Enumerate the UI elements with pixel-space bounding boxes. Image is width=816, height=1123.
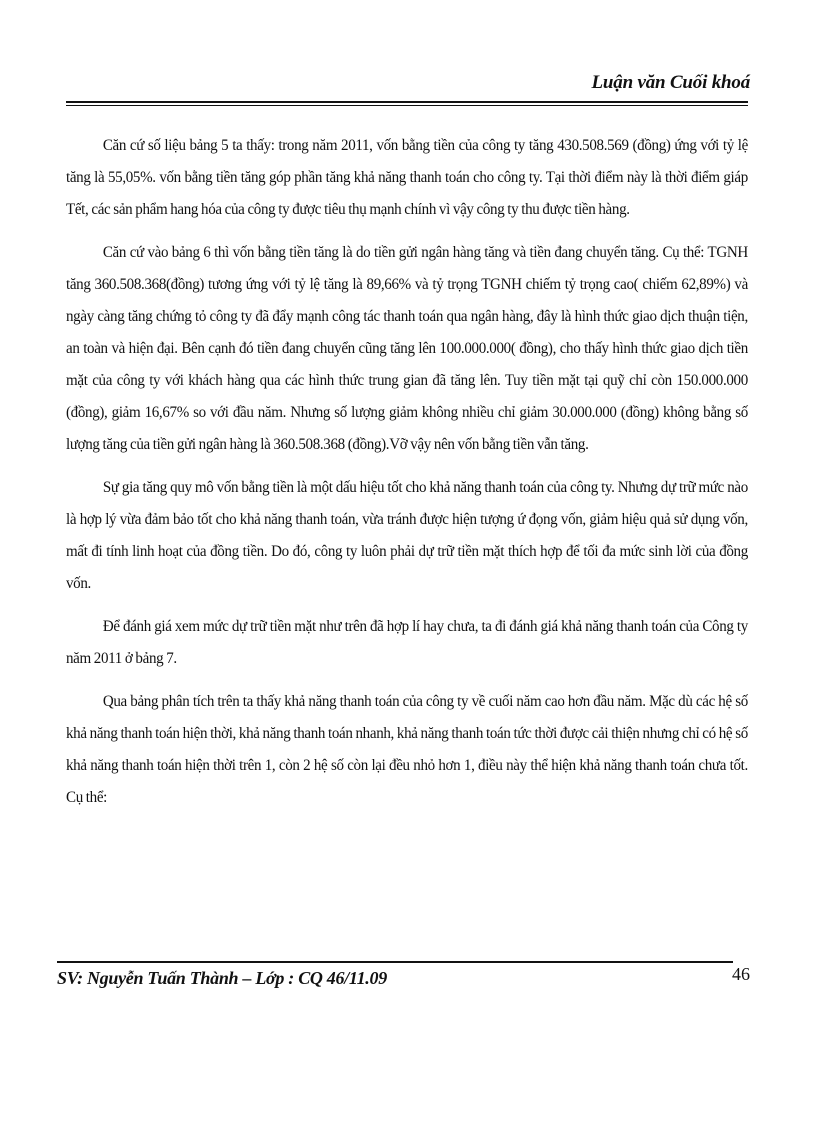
page-number: 46 bbox=[732, 964, 750, 984]
footer-author: SV: Nguyễn Tuấn Thành – Lớp : CQ 46/11.09 bbox=[57, 968, 387, 988]
paragraph: Sự gia tăng quy mô vốn bằng tiền là một dấu hiệu tốt cho khả năng thanh toán của công ty. Nhưng dự trữ mức nào là hợp lý vừa đảm bảo tốt cho khả năng thanh toán, vừa tránh được hiện tượng ứ đọng vốn, giảm hiệu quả sử dụng vốn, mất đi tính linh hoạt của đồng tiền. Do đó, công ty luôn phải dự trữ tiền mặt thích hợp để tối đa mức sinh lời của đồng vốn. bbox=[66, 479, 748, 592]
paragraph: Để đánh giá xem mức dự trữ tiền mặt như trên đã hợp lí hay chưa, ta đi đánh giá khả năng thanh toán của Công ty năm 2011 ở bảng 7. bbox=[66, 618, 748, 667]
header-rule bbox=[66, 101, 748, 106]
paragraph: Căn cứ số liệu bảng 5 ta thấy: trong năm 2011, vốn bằng tiền của công ty tăng 430.508.569 (đồng) ứng với tỷ lệ tăng là 55,05%. vốn bằng tiền tăng góp phần tăng khả năng thanh toán cho công ty. Tại thời điểm này là thời điểm giáp Tết, các sản phẩm hang hóa của công ty được tiêu thụ mạnh chính vì vậy công ty thu được tiền hàng. bbox=[66, 137, 748, 218]
body-text bbox=[66, 130, 748, 825]
footer-rule bbox=[57, 961, 733, 963]
header-title: Luận văn Cuối khoá bbox=[591, 72, 750, 93]
paragraph: Qua bảng phân tích trên ta thấy khả năng thanh toán của công ty về cuối năm cao hơn đầu năm. Mặc dù các hệ số khả năng thanh toán hiện thời, khả năng thanh toán nhanh, khả năng thanh toán tức thời được cải thiện nhưng chỉ có hệ số khả năng thanh toán hiện thời trên 1, còn 2 hệ số còn lại đều nhỏ hơn 1, điều này thể hiện khả năng thanh toán chưa tốt. Cụ thể: bbox=[66, 693, 748, 806]
paragraph: Căn cứ vào bảng 6 thì vốn bằng tiền tăng là do tiền gửi ngân hàng tăng và tiền đang chuyển tăng. Cụ thể: TGNH tăng 360.508.368(đồng) tương ứng với tỷ lệ tăng là 89,66% và tỷ trọng TGNH chiếm tỷ trọng cao( chiếm 62,89%) và ngày càng tăng chứng tỏ công ty đã đẩy mạnh công tác thanh toán qua ngân hàng, đây là hình thức giao dịch thuận tiện, an toàn và hiện đại. Bên cạnh đó tiền đang chuyển cũng tăng lên 100.000.000( đồng), cho thấy hình thức giao dịch tiền mặt của công ty với khách hàng qua các hình thức trung gian đã tăng lên. Tuy tiền mặt tại quỹ chỉ còn 150.000.000 (đồng), giảm 16,67% so với đầu năm. Nhưng số lượng giảm không nhiều chỉ giảm 30.000.000 (đồng) không bằng số lượng tăng của tiền gửi ngân hàng là 360.508.368 (đồng).Vỡ vậy nên vốn bằng tiền vẫn tăng. bbox=[66, 244, 748, 453]
